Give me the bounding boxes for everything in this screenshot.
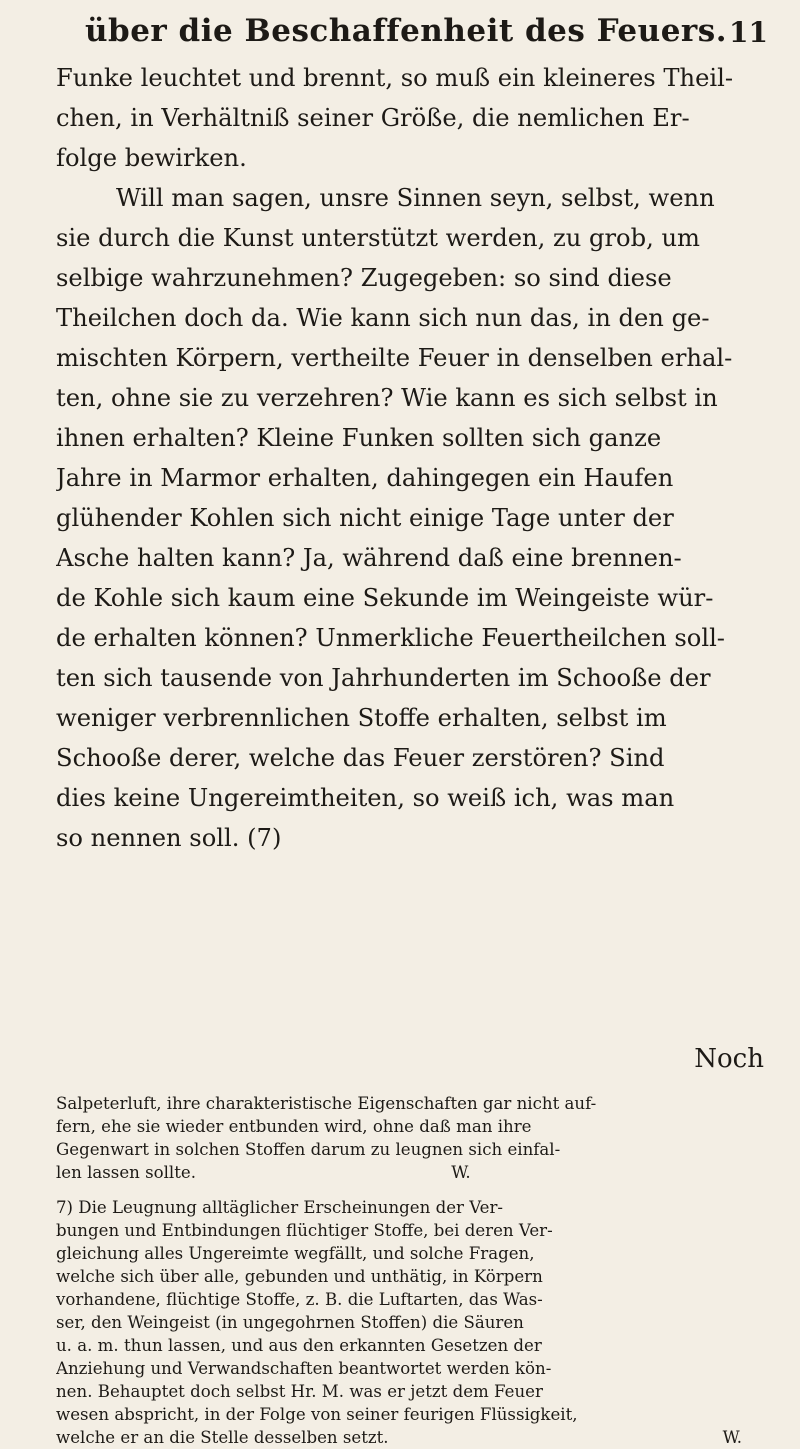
footnote-line: ser, den Weingeist (in ungegohrnen Stoffen) die Säuren — [56, 1313, 524, 1332]
footnote-line: fern, ehe sie wieder entbunden wird, ohne daß man ihre — [56, 1117, 532, 1136]
running-title: über die Beschaffenheit des Feuers. — [84, 13, 727, 49]
footnote-line: vorhandene, flüchtige Stoffe, z. B. die Luftarten, das Was- — [56, 1290, 543, 1309]
footnote-line: Gegenwart in solchen Stoffen darum zu leugnen sich einfal- — [56, 1140, 561, 1159]
running-header — [40, 8, 772, 54]
text-line: de Kohle sich kaum eine Sekunde im Weingeiste wür- — [56, 584, 714, 612]
text-line: mischten Körpern, vertheilte Feuer in denselben erhal- — [56, 344, 733, 372]
footnote-last-line — [56, 1161, 772, 1184]
footnote-line: 7) Die Leugnung alltäglicher Erscheinungen der Ver- — [56, 1198, 504, 1217]
text-line: Funke leuchtet und brennt, so muß ein kleineres Theil- — [56, 64, 734, 92]
page-number: 11 — [729, 16, 768, 49]
text-line: Theilchen doch da. Wie kann sich nun das, in den ge- — [56, 304, 710, 332]
text-line: selbige wahrzunehmen? Zugegeben: so sind diese — [56, 264, 672, 292]
catchword: Noch — [694, 1044, 764, 1074]
text-line: Schooße derer, welche das Feuer zerstören? Sind — [56, 744, 665, 772]
footnote-last-line — [56, 1426, 772, 1449]
text-line: Asche halten kann? Ja, während daß eine brennen- — [56, 544, 682, 572]
text-line: dies keine Ungereimtheiten, so weiß ich, was man — [56, 784, 675, 812]
footnotes — [56, 1092, 772, 1449]
text-line: ten, ohne sie zu verzehren? Wie kann es sich selbst in — [56, 384, 718, 412]
footnote-text: welche er an die Stelle desselben setzt. — [56, 1428, 389, 1447]
footnote-text: len lassen sollte. — [56, 1163, 196, 1182]
text-line: glühender Kohlen sich nicht einige Tage unter der — [56, 504, 674, 532]
text-line: chen, in Verhältniß seiner Größe, die nemlichen Er- — [56, 104, 690, 132]
footnote-line: Anziehung und Verwandschaften beantwortet werden kön- — [56, 1359, 552, 1378]
footnote-gap — [56, 1184, 772, 1196]
footnote-signature: W. — [722, 1428, 742, 1447]
footnote-line: nen. Behauptet doch selbst Hr. M. was er jetzt dem Feuer — [56, 1382, 543, 1401]
text-line: so nennen soll. (7) — [56, 824, 282, 852]
footnote-line: Salpeterluft, ihre charakteristische Eigenschaften gar nicht auf- — [56, 1094, 597, 1113]
footnote-line: wesen abspricht, in der Folge von seiner feurigen Flüssigkeit, — [56, 1405, 578, 1424]
text-line: sie durch die Kunst unterstützt werden, zu grob, um — [56, 224, 700, 252]
main-text — [56, 58, 772, 858]
footnote-signature: W. — [451, 1163, 471, 1182]
footnote-line: u. a. m. thun lassen, und aus den erkannten Gesetzen der — [56, 1336, 542, 1355]
text-line: Jahre in Marmor erhalten, dahingegen ein Haufen — [56, 464, 674, 492]
footnote-line: bungen und Entbindungen flüchtiger Stoffe, bei deren Ver- — [56, 1221, 553, 1240]
text-line: folge bewirken. — [56, 144, 247, 172]
footnote-line: gleichung alles Ungereimte wegfällt, und solche Fragen, — [56, 1244, 535, 1263]
text-line: ten sich tausende von Jahrhunderten im Schooße der — [56, 664, 711, 692]
footnote-line: welche sich über alle, gebunden und unthätig, in Körpern — [56, 1267, 543, 1286]
text-line: weniger verbrennlichen Stoffe erhalten, selbst im — [56, 704, 667, 732]
text-line: de erhalten können? Unmerkliche Feuertheilchen soll- — [56, 624, 725, 652]
text-line: ihnen erhalten? Kleine Funken sollten sich ganze — [56, 424, 662, 452]
paragraph-start-line: Will man sagen, unsre Sinnen seyn, selbst, wenn — [116, 184, 715, 212]
